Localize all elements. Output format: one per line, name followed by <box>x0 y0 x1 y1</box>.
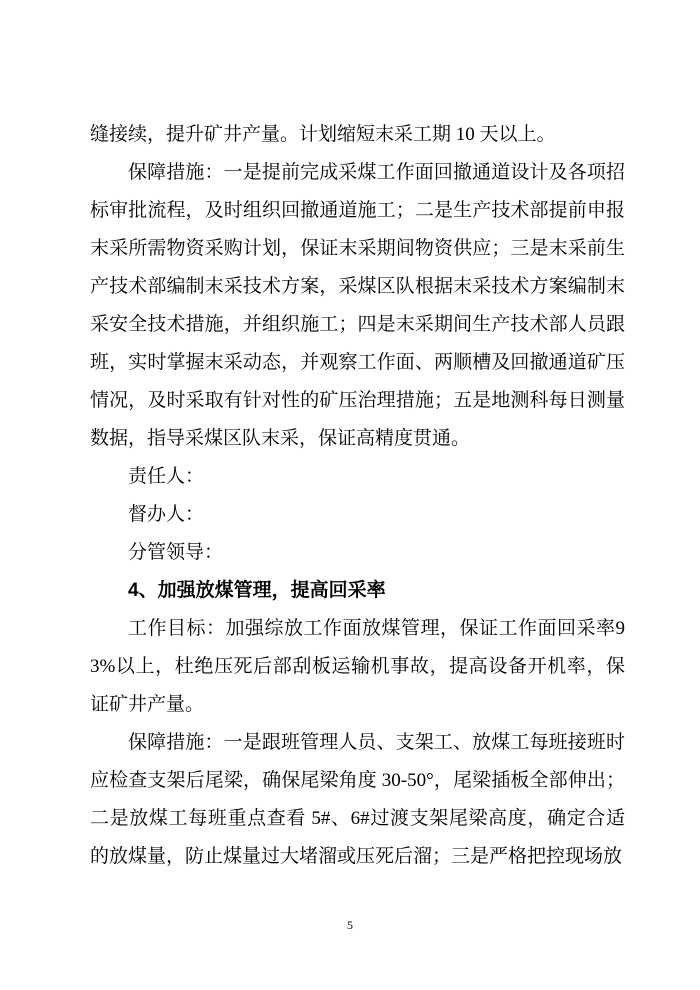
page-number: 5 <box>347 918 353 932</box>
paragraph-responsible-person: 责任人： <box>128 466 205 487</box>
paragraph-supervisor: 督办人： <box>128 504 205 525</box>
section-heading-4: 4、加强放煤管理，提高回采率 <box>128 580 386 601</box>
paragraph-leader-in-charge: 分管领导： <box>128 542 224 563</box>
paragraph-work-goal: 工作目标：加强综放工作面放煤管理，保证工作面回采率93%以上，杜绝压死后部刮板运输机事故，提高设备开机率，保证矿井产量。 <box>90 618 625 715</box>
page-body-text <box>90 116 625 876</box>
paragraph-safeguard-measures-1: 保障措施：一是提前完成采煤工作面回撤通道设计及各项招标审批流程，及时组织回撤通道施工；二是生产技术部提前申报末采所需物资采购计划，保证末采期间物资供应；三是末采前生产技术部编制末采技术方案，采煤区队根据末采技术方案编制末采安全技术措施，并组织施工；四是末采期间生产技术部人员跟班，实时掌握末采动态，并观察工作面、两顺槽及回撤通道矿压情况，及时采取有针对性的矿压治理措施；五是地测科每日测量数据，指导采煤区队末采，保证高精度贯通。 <box>90 162 625 449</box>
paragraph-safeguard-measures-2: 保障措施：一是跟班管理人员、支架工、放煤工每班接班时应检查支架后尾梁，确保尾梁角度 30-50°，尾梁插板全部伸出；二是放煤工每班重点查看 5#、6#过渡支架尾梁高度，确定合适的放煤量，防止煤量过大堵溜或压死后溜；三是严格把控现场放 <box>90 732 625 867</box>
paragraph-continuation: 缝接续，提升矿井产量。计划缩短末采工期 10 天以上。 <box>90 124 556 145</box>
page-footer <box>0 916 700 934</box>
